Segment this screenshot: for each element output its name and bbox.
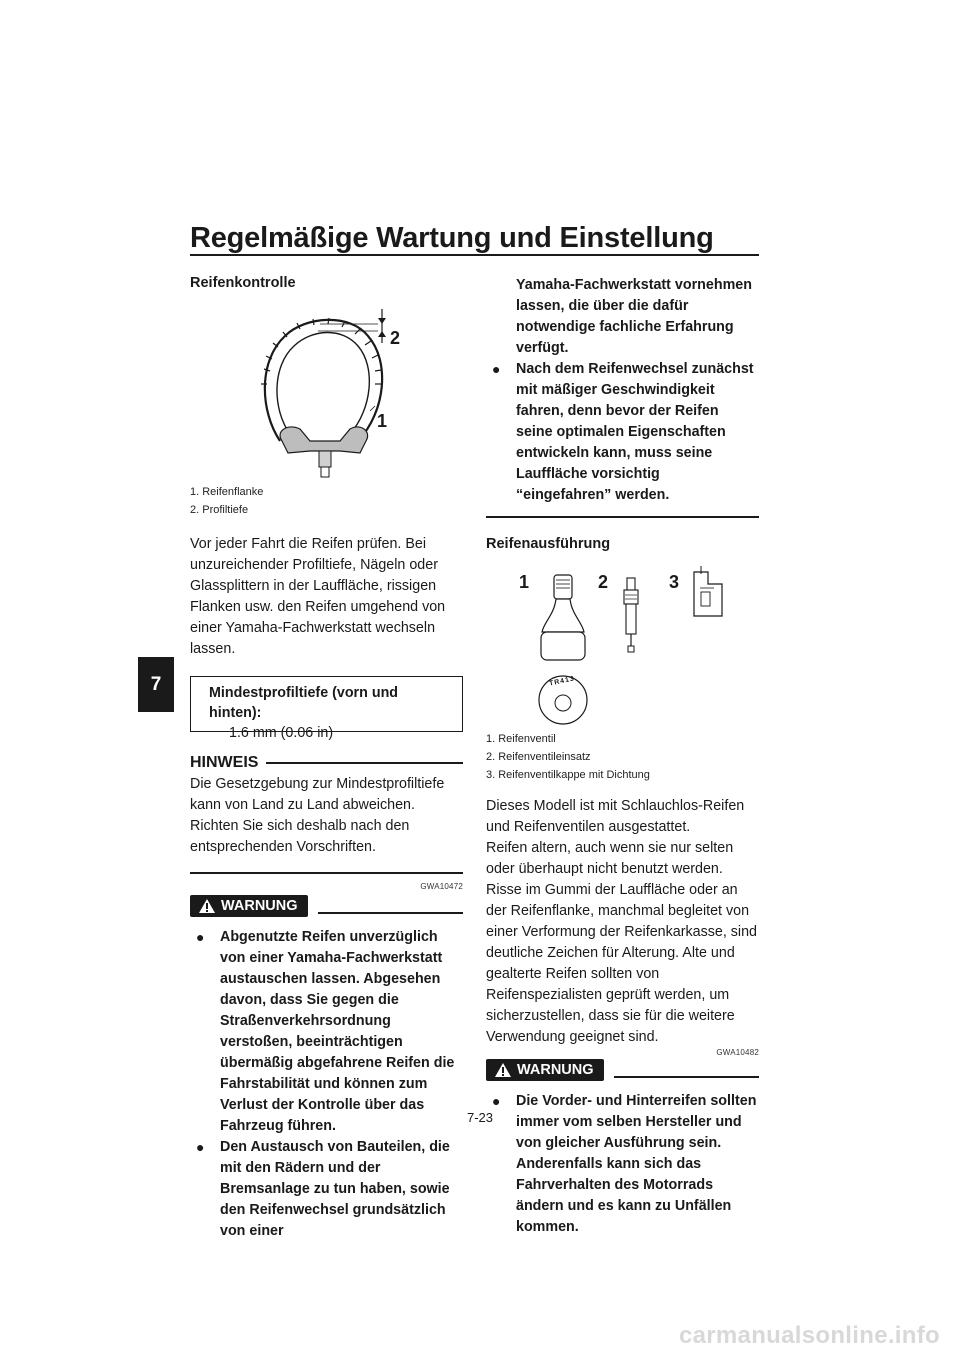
- aging-paragraph: Reifen altern, auch wenn sie nur selten oder überhaupt nicht benutzt werden. Risse im Gummi der Lauffläche oder an der Reifenflanke, manchmal begleitet von einer Verformung der Reifenkarkasse, sind deutliche Zeichen für Alterung. Alte und gealterte Reifen sollten von Reifenspezialisten geprüft werden, um sicherzustellen, dass sie für die weitere Verwendung geeignet sind.: [486, 840, 757, 1045]
- bullet-icon: ●: [492, 1093, 501, 1109]
- callout-2: 2: [390, 328, 401, 348]
- callout-3: 3: [669, 572, 680, 592]
- warning-item: ● Abgenutzte Reifen unverzüglich von einer Yamaha-Fachwerkstatt austauschen lassen. Abgesehen davon, dass Sie gegen die Straßenverkehrsordnung verstoßen, beeinträchtigen übermäßig abgefahrene Reifen die Fahrstabilität und können zum Verlust der Kontrolle über das Fahrzeug führen.: [196, 928, 455, 1134]
- tire-check-paragraph: Vor jeder Fahrt die Reifen prüfen. Bei unzureichender Profiltiefe, Nägeln oder Glassplittern in der Lauffläche, rissigen Flanken usw. den Reifen umgehend von einer Yamaha-Fachwerkstatt wechseln lassen.: [190, 536, 446, 657]
- warning-triangle-icon: [198, 898, 216, 914]
- cap-marking: TR413: [548, 675, 576, 688]
- spec-box: [190, 676, 463, 741]
- notice-rule: [266, 762, 463, 764]
- warning-list-continued: [486, 359, 759, 506]
- warning-item: ● Die Vorder- und Hinterreifen sollten immer vom selben Hersteller und von gleicher Ausführung sein. Anderenfalls kann sich das Fahrverhalten des Motorrads ändern und es kann zu Unfällen kommen.: [492, 1093, 757, 1235]
- right-column: [486, 275, 759, 1238]
- bullet-icon: ●: [196, 1138, 205, 1155]
- left-column: [190, 275, 463, 1242]
- spec-value: 1.6 mm (0.06 in): [229, 725, 334, 741]
- caption-item: 2. Reifenventileinsatz: [486, 751, 591, 763]
- bullet-icon: ●: [196, 928, 205, 945]
- section-title-reifenausfuehrung: Reifenausführung: [486, 536, 611, 552]
- spec-label: Mindestprofiltiefe (vorn und hinten):: [209, 685, 399, 721]
- caption-item: 3. Reifenventilkappe mit Dichtung: [486, 769, 650, 781]
- notice-label: HINWEIS: [190, 754, 259, 771]
- warning-item: ● Den Austausch von Bauteilen, die mit den Rädern und der Bremsanlage zu tun haben, sowie den Reifenwechsel grundsätzlich von einer: [196, 1138, 450, 1239]
- tire-cross-section-illustration: [190, 291, 463, 479]
- bullet-icon: ●: [492, 361, 501, 377]
- figure1-captions: [190, 483, 463, 519]
- page-number: 7-23: [466, 1110, 494, 1125]
- watermark: carmanualsonline.info: [678, 1322, 940, 1349]
- warning-list: [190, 927, 463, 1242]
- callout-2: 2: [598, 572, 609, 592]
- notice-text: Die Gesetzgebung zur Mindestprofiltiefe kann von Land zu Land abweichen. Richten Sie sich deshalb nach den entsprechenden Vorschriften.: [190, 776, 445, 855]
- callout-1: 1: [377, 411, 388, 431]
- page-title: Regelmäßige Wartung und Einstellung: [190, 222, 714, 254]
- warning-item: ● Nach dem Reifenwechsel zunächst mit mäßiger Geschwindigkeit fahren, denn bevor der Reifen seine optimalen Eigenschaften entwickeln kann, muss seine Lauffläche vorsichtig “eingefahren” werden.: [492, 361, 754, 503]
- warning-header: [486, 1059, 759, 1081]
- caption-item: 1. Reifenflanke: [190, 486, 264, 498]
- caption-item: 1. Reifenventil: [486, 733, 556, 745]
- caption-item: 2. Profiltiefe: [190, 504, 249, 516]
- warning-label: WARNUNG: [221, 897, 298, 914]
- warning-continued-text: Yamaha-Fachwerkstatt vornehmen lassen, die über die dafür notwendige fachliche Erfahrung verfügt.: [516, 277, 752, 356]
- warning-end-rule: [486, 516, 759, 518]
- chapter-tab: 7: [138, 657, 174, 712]
- tubeless-paragraph: Dieses Modell ist mit Schlauchlos-Reifen und Reifenventilen ausgestattet.: [486, 798, 745, 835]
- title-rule: [190, 254, 759, 256]
- figure2-captions: [486, 730, 759, 784]
- warning-header: [190, 895, 463, 917]
- warning-code: GWA10472: [420, 881, 463, 891]
- figure-valve: [486, 560, 759, 730]
- warning-rule: [318, 912, 463, 914]
- figure-tire-section: [190, 291, 463, 479]
- notice-end-rule: [190, 872, 463, 874]
- warning-badge: [190, 895, 308, 917]
- warning-rule: [614, 1076, 759, 1078]
- warning-badge: [486, 1059, 604, 1081]
- section-title-reifenkontrolle: Reifenkontrolle: [190, 275, 296, 291]
- warning-label: WARNUNG: [517, 1062, 594, 1078]
- warning-triangle-icon: [494, 1062, 512, 1078]
- notice-header: [190, 754, 463, 772]
- warning-code: GWA10482: [716, 1048, 759, 1057]
- callout-1: 1: [519, 572, 530, 592]
